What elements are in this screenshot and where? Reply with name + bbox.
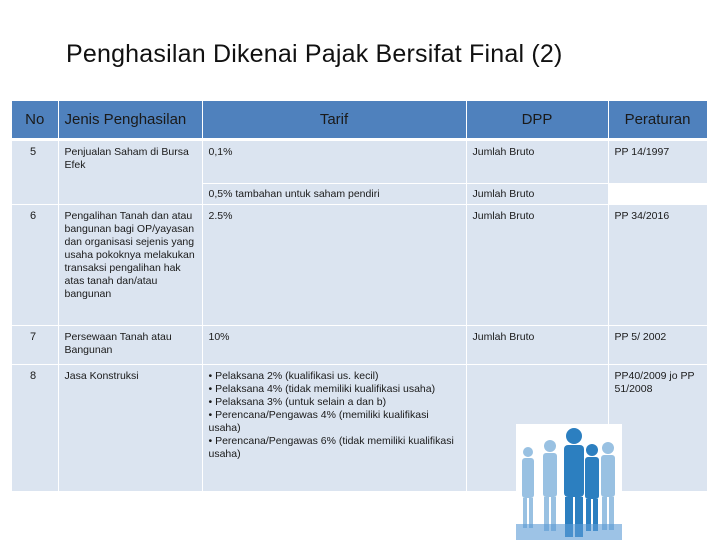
header-jenis: Jenis Penghasilan [58, 101, 202, 140]
header-dpp: DPP [466, 101, 608, 140]
header-row [12, 101, 707, 140]
table-row [12, 326, 707, 365]
tarif-bullet: • Pelaksana 4% (tidak memiliki kualifikasi usaha) [208, 383, 436, 395]
cell-tarif: 10% [202, 326, 466, 365]
tarif-bullet: • Pelaksana 2% (kualifikasi us. kecil) [208, 370, 379, 382]
tarif-bullet: • Perencana/Pengawas 6% (tidak memiliki kualifikasi usaha) [208, 435, 454, 460]
cell-dpp: Jumlah Bruto [466, 205, 608, 326]
cell-dpp: Jumlah Bruto [466, 140, 608, 184]
slide-title: Penghasilan Dikenai Pajak Bersifat Final (2) [66, 40, 563, 68]
cell-jenis: Jasa Konstruksi [58, 365, 202, 492]
header-peraturan: Peraturan [608, 101, 707, 140]
cell-peraturan: PP 34/2016 [608, 205, 707, 326]
cell-jenis: Pengalihan Tanah dan atau bangunan bagi OP/yayasan dan organisasi sejenis yang usaha pokoknya melakukan transaksi pengalihan hak atas tanah dan/atau bangunan [58, 205, 202, 326]
tarif-bullet: • Pelaksana 3% (untuk selain a dan b) [208, 396, 387, 408]
cell-peraturan: PP 14/1997 [608, 140, 707, 184]
cell-peraturan: PP40/2009 jo PP 51/2008 [608, 365, 707, 492]
cell-tarif-extra: 0,5% tambahan untuk saham pendiri [202, 184, 466, 205]
cell-no: 5 [12, 140, 58, 205]
cell-empty [608, 184, 707, 205]
cell-no: 7 [12, 326, 58, 365]
cell-tarif: 2.5% [202, 205, 466, 326]
cell-no: 6 [12, 205, 58, 326]
business-people-image [516, 424, 622, 540]
cell-peraturan: PP 5/ 2002 [608, 326, 707, 365]
header-no: No [12, 101, 58, 140]
table-row [12, 140, 707, 184]
cell-tarif-list [202, 365, 466, 492]
cell-jenis: Persewaan Tanah atau Bangunan [58, 326, 202, 365]
cell-no: 8 [12, 365, 58, 492]
header-tarif: Tarif [202, 101, 466, 140]
tarif-bullet: • Perencana/Pengawas 4% (memiliki kualifikasi usaha) [208, 409, 429, 434]
table-row [12, 205, 707, 326]
cell-dpp: Jumlah Bruto [466, 326, 608, 365]
cell-dpp-extra: Jumlah Bruto [466, 184, 608, 205]
cell-tarif: 0,1% [202, 140, 466, 184]
cell-jenis: Penjualan Saham di Bursa Efek [58, 140, 202, 205]
